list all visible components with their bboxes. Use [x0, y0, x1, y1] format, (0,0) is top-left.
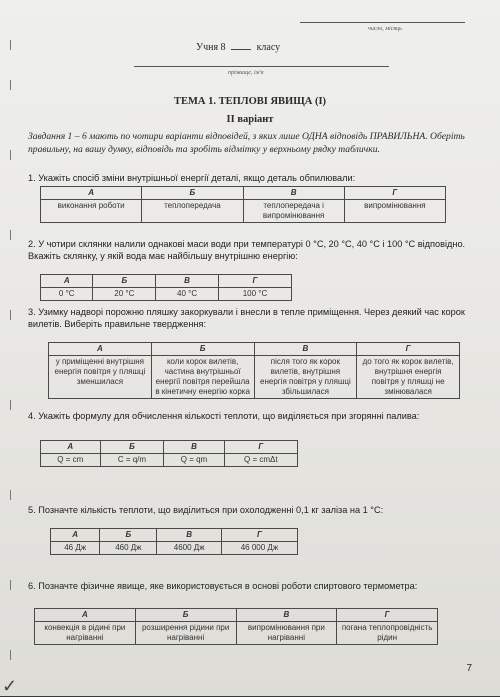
- option-c-header[interactable]: В: [157, 529, 222, 542]
- margin-tick: [10, 230, 11, 240]
- option-a-text: конвекція в рідині при нагріванні: [35, 622, 136, 645]
- option-b-text: 20 °С: [93, 288, 156, 301]
- option-d-header[interactable]: Г: [221, 529, 297, 542]
- option-b-text: C = q/m: [100, 454, 164, 467]
- margin-marks: [10, 40, 14, 680]
- option-d-text: до того як корок вилетів, внутрішня енергія повітря у пляшці не змінювалася: [357, 356, 460, 399]
- option-d-text: випромінювання: [344, 200, 445, 223]
- question-1: 1. Укажіть спосіб зміни внутрішньої енергії деталі, якщо деталь обпилювали:: [28, 173, 356, 183]
- variant-title: ІІ варіант: [226, 114, 274, 125]
- answer-table-4: [40, 440, 298, 467]
- margin-tick: [10, 650, 11, 660]
- option-d-header[interactable]: Г: [218, 275, 291, 288]
- option-d-text: погана теплопровідність рідин: [337, 622, 438, 645]
- option-d-header[interactable]: Г: [224, 441, 297, 454]
- date-label: число, місяць: [368, 26, 402, 32]
- option-b-header[interactable]: Б: [100, 441, 164, 454]
- question-6: 6. Позначте фізичне явище, яке використовується в основі роботи спиртового термометра:: [28, 581, 418, 591]
- margin-tick: [10, 490, 11, 500]
- student-prefix: Учня 8: [196, 42, 226, 53]
- option-a-text: Q = cm: [41, 454, 101, 467]
- option-d-text: Q = cmΔt: [224, 454, 297, 467]
- option-a-header[interactable]: А: [49, 343, 152, 356]
- option-a-text: у приміщенні внутрішня енергія повітря у пляшці зменшилася: [49, 356, 152, 399]
- option-a-header[interactable]: А: [51, 529, 100, 542]
- option-b-header[interactable]: Б: [93, 275, 156, 288]
- option-c-header[interactable]: В: [254, 343, 357, 356]
- option-b-header[interactable]: Б: [100, 529, 157, 542]
- answer-table-6: [34, 608, 438, 645]
- answer-table-5: [50, 528, 298, 555]
- option-c-text: 40 °С: [156, 288, 219, 301]
- option-c-header[interactable]: В: [243, 187, 344, 200]
- date-line: [300, 22, 465, 23]
- margin-tick: [10, 80, 11, 90]
- instructions: Завдання 1 – 6 мають по чотири варіанти відповідей, з яких лише ОДНА відповідь ПРАВИЛЬНА. Оберіть правильну, на вашу думку, відповідь та зробіть відмітку у верхньому рядку таблички.: [28, 131, 465, 155]
- option-c-header[interactable]: В: [156, 275, 219, 288]
- margin-tick: [10, 580, 11, 590]
- option-c-header[interactable]: В: [164, 441, 224, 454]
- option-b-text: розширення рідини при нагріванні: [135, 622, 236, 645]
- checkmark-icon: ✓: [2, 676, 18, 696]
- option-b-text: 460 Дж: [100, 542, 157, 555]
- option-b-header[interactable]: Б: [142, 187, 243, 200]
- option-d-header[interactable]: Г: [337, 609, 438, 622]
- option-a-header[interactable]: А: [41, 187, 142, 200]
- student-line: [196, 42, 280, 53]
- option-b-header[interactable]: Б: [151, 343, 254, 356]
- answer-table-2: [40, 274, 292, 301]
- option-a-header[interactable]: А: [41, 441, 101, 454]
- option-c-text: 4600 Дж: [157, 542, 222, 555]
- margin-tick: [10, 150, 11, 160]
- student-suffix: класу: [256, 42, 281, 53]
- option-d-header[interactable]: Г: [357, 343, 460, 356]
- option-c-header[interactable]: В: [236, 609, 337, 622]
- margin-tick: [10, 310, 11, 320]
- class-blank: [231, 49, 251, 50]
- name-label: прізвище, ім'я: [228, 70, 264, 76]
- option-a-text: 0 °С: [41, 288, 93, 301]
- name-line: [134, 66, 389, 67]
- option-d-text: 46 000 Дж: [221, 542, 297, 555]
- question-2: 2. У чотири склянки налили однакові маси води при температурі 0 °С, 20 °С, 40 °С і 100 °С відповідно. Вкажіть склянку, у якій вода має найбільшу внутрішню енергію:: [28, 239, 466, 261]
- option-c-text: Q = qm: [164, 454, 224, 467]
- option-d-text: 100 °С: [218, 288, 291, 301]
- page-number: 7: [466, 663, 472, 674]
- option-a-header[interactable]: А: [41, 275, 93, 288]
- answer-table-1: [40, 186, 446, 223]
- question-3: 3. Узимку надворі порожню пляшку закоркували і внесли в тепле приміщення. Через деякий час корок вилетів. Виберіть правильне твердження:: [28, 307, 465, 329]
- margin-tick: [10, 400, 11, 410]
- option-c-text: випромінювання при нагріванні: [236, 622, 337, 645]
- option-a-text: 46 Дж: [51, 542, 100, 555]
- option-b-header[interactable]: Б: [135, 609, 236, 622]
- option-c-text: після того як корок вилетів, внутрішня енергія повітря у пляшці збільшилася: [254, 356, 357, 399]
- topic-title: ТЕМА 1. ТЕПЛОВІ ЯВИЩА (І): [173, 96, 327, 107]
- option-b-text: теплопередача: [142, 200, 243, 223]
- option-b-text: коли корок вилетів, частина внутрішньої енергії повітря перейшла в кінетичну енергію корка: [151, 356, 254, 399]
- question-4: 4. Укажіть формулу для обчислення кількості теплоти, що виділяється при згорянні палива:: [28, 411, 420, 421]
- option-c-text: теплопередача і випромінювання: [243, 200, 344, 223]
- answer-table-3: [48, 342, 460, 399]
- option-d-header[interactable]: Г: [344, 187, 445, 200]
- question-5: 5. Позначте кількість теплоти, що виділиться при охолодженні 0,1 кг заліза на 1 °С:: [28, 505, 384, 515]
- margin-tick: [10, 40, 11, 50]
- option-a-header[interactable]: А: [35, 609, 136, 622]
- option-a-text: виконання роботи: [41, 200, 142, 223]
